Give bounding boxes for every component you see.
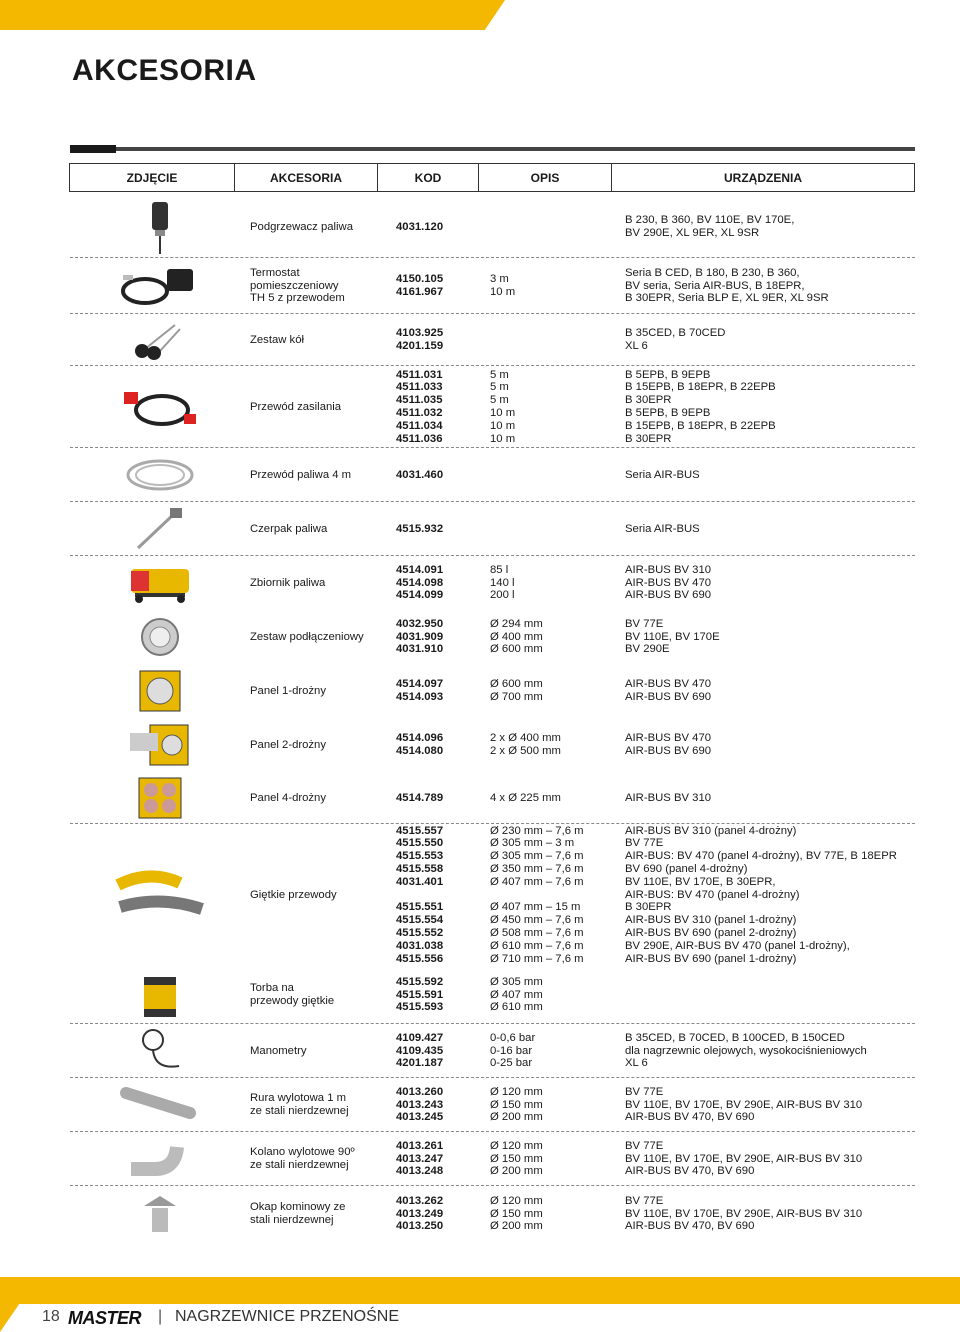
page-number: 18 — [42, 1308, 60, 1325]
accessory-code: 4515.557 4515.550 4515.553 4515.558 4031.401 4515.551 4515.554 4515.552 4031.038 4515.556 — [396, 824, 444, 965]
accessory-code: 4013.261 4013.247 4013.248 — [396, 1139, 444, 1178]
accessory-code: 4514.096 4514.080 — [396, 732, 444, 757]
compatible-devices: AIR-BUS BV 470 AIR-BUS BV 690 — [625, 732, 712, 757]
compatible-devices: AIR-BUS BV 310 — [625, 791, 712, 804]
compatible-devices: AIR-BUS BV 310 (panel 4-drożny) BV 77E AIR-BUS: BV 470 (panel 4-drożny), BV 77E, B 18EPR BV 690 (panel 4-drożny) BV 110E, BV 170E, B 30EPR, AIR-BUS: BV 470 (panel 4-drożny) B 30EPR AIR-BUS BV 310 (panel 1-drożny) AIR-BUS BV 690 (panel 2-drożny) BV 290E, AIR-BUS BV 470 (panel 1-drożny), AIR-BUS BV 690 (panel 1-drożny) — [625, 824, 897, 965]
manometer-icon — [110, 1024, 210, 1078]
accessory-description: Ø 120 mm Ø 150 mm Ø 200 mm — [490, 1085, 543, 1124]
table-row — [70, 502, 915, 556]
table-row — [70, 966, 915, 1024]
accessory-description: 4 x Ø 225 mm — [490, 791, 561, 804]
table-row — [70, 772, 915, 824]
compatible-devices: AIR-BUS BV 470 AIR-BUS BV 690 — [625, 678, 712, 703]
power-cable-icon — [110, 366, 210, 448]
footer-separator: | — [158, 1308, 163, 1325]
accessory-name: Panel 1-drożny — [250, 684, 326, 697]
accessory-name: Panel 4-drożny — [250, 791, 326, 804]
accessory-description — [490, 502, 615, 556]
accessory-code: 4032.950 4031.909 4031.910 — [396, 617, 444, 656]
accessory-code: 4109.427 4109.435 4201.187 — [396, 1031, 444, 1070]
panel-2-icon — [110, 718, 210, 772]
accessory-name: Zestaw podłączeniowy — [250, 630, 364, 643]
accessory-code: 4013.262 4013.249 4013.250 — [396, 1194, 444, 1233]
accessory-code: 4150.105 4161.967 — [396, 273, 444, 298]
accessory-code: 4013.260 4013.243 4013.245 — [396, 1085, 444, 1124]
accessory-name: Rura wylotowa 1 m ze stali nierdzewnej — [250, 1092, 349, 1117]
footer-white-strip — [0, 1304, 960, 1332]
accessory-name: Manometry — [250, 1044, 307, 1057]
compatible-devices: B 230, B 360, BV 110E, BV 170E, BV 290E, XL 9ER, XL 9SR — [625, 214, 795, 239]
accessory-name: Zestaw kół — [250, 333, 304, 346]
accessory-description: Ø 294 mm Ø 400 mm Ø 600 mm — [490, 617, 543, 656]
accessory-description — [490, 314, 615, 366]
accessory-name: Kolano wylotowe 90º ze stali nierdzewnej — [250, 1146, 355, 1171]
header-devices: URZĄDZENIA — [724, 170, 802, 185]
table-row — [70, 1186, 915, 1242]
accessory-name: Torba na przewody giętkie — [250, 982, 335, 1007]
fuel-heater-icon — [110, 196, 210, 258]
footer-subtitle: NAGRZEWNICE PRZENOŚNE — [175, 1308, 400, 1325]
accessory-name: Czerpak paliwa — [250, 522, 328, 535]
table-row — [70, 610, 915, 664]
accessory-code: 4031.460 — [396, 468, 444, 481]
table-row — [70, 664, 915, 718]
exhaust-pipe-icon — [110, 1078, 210, 1132]
compatible-devices: Seria AIR-BUS — [625, 468, 700, 481]
accessory-code: 4103.925 4201.159 — [396, 327, 444, 352]
compatible-devices — [625, 966, 915, 1024]
compatible-devices: B 35CED, B 70CED XL 6 — [625, 327, 726, 352]
fuel-hose-icon — [110, 448, 210, 502]
accessory-code: 4514.091 4514.098 4514.099 — [396, 563, 444, 602]
accessory-code: 4031.120 — [396, 220, 444, 233]
accessory-name: Panel 2-drożny — [250, 738, 326, 751]
header-accessory: AKCESORIA — [235, 164, 378, 191]
accessory-name: Przewód zasilania — [250, 400, 342, 413]
flexible-ducts-icon — [110, 824, 210, 966]
chimney-cap-icon — [110, 1186, 210, 1242]
accessory-name: Okap kominowy ze stali nierdzewnej — [250, 1201, 346, 1226]
header-photo: ZDJĘCIE — [70, 164, 235, 191]
table-header — [69, 163, 915, 192]
compatible-devices: AIR-BUS BV 310 AIR-BUS BV 470 AIR-BUS BV 690 — [625, 563, 712, 602]
header-description: OPIS — [479, 164, 612, 191]
compatible-devices: B 35CED, B 70CED, B 100CED, B 150CED dla nagrzewnic olejowych, wysokociśnieniowych XL 6 — [625, 1031, 867, 1070]
accessory-code: 4514.789 — [396, 791, 444, 804]
accessory-description: Ø 600 mm Ø 700 mm — [490, 678, 543, 703]
accessory-code: 4515.932 — [396, 522, 444, 535]
accessory-description: 5 m 5 m 5 m 10 m 10 m 10 m — [490, 368, 516, 445]
table-row — [70, 366, 915, 448]
top-accent-stripe — [0, 0, 505, 30]
table-row — [70, 824, 915, 966]
panel-1-icon — [110, 664, 210, 718]
accessory-description: 85 l 140 l 200 l — [490, 563, 515, 602]
header-code: KOD — [378, 164, 479, 191]
table-row — [70, 314, 915, 366]
accessory-name: Termostat pomieszczeniowy TH 5 z przewodem — [250, 266, 345, 305]
compatible-devices: Seria AIR-BUS — [625, 522, 700, 535]
table-row — [70, 448, 915, 502]
connector-icon — [110, 610, 210, 664]
table-row — [70, 1132, 915, 1186]
title-divider — [70, 147, 915, 151]
accessory-name: Podgrzewacz paliwa — [250, 220, 353, 233]
page-title: AKCESORIA — [72, 54, 257, 87]
wheel-kit-icon — [110, 314, 210, 366]
elbow-icon — [110, 1132, 210, 1186]
fuel-scoop-icon — [110, 502, 210, 556]
accessory-description: Ø 230 mm – 7,6 m Ø 305 mm – 3 m Ø 305 mm – 7,6 m Ø 350 mm – 7,6 m Ø 407 mm – 7,6 m Ø 407 mm – 15 m Ø 450 mm – 7,6 m Ø 508 mm – 7,6 m Ø 610 mm – 7,6 m Ø 710 mm – 7,6 m — [490, 824, 584, 965]
compatible-devices: B 5EPB, B 9EPB B 15EPB, B 18EPR, B 22EPB B 30EPR B 5EPB, B 9EPB B 15EPB, B 18EPR, B 22EPB B 30EPR — [625, 368, 776, 445]
table-row — [70, 1078, 915, 1132]
panel-4-icon — [110, 772, 210, 824]
accessory-description — [490, 448, 615, 502]
accessory-description — [490, 196, 615, 258]
accessory-name: Giętkie przewody — [250, 888, 337, 901]
accessory-code: 4515.592 4515.591 4515.593 — [396, 975, 444, 1014]
accessory-description: 2 x Ø 400 mm 2 x Ø 500 mm — [490, 732, 561, 757]
compatible-devices: BV 77E BV 110E, BV 170E, BV 290E, AIR-BUS BV 310 AIR-BUS BV 470, BV 690 — [625, 1139, 863, 1178]
accessory-name: Zbiornik paliwa — [250, 576, 326, 589]
accessory-description: Ø 120 mm Ø 150 mm Ø 200 mm — [490, 1139, 543, 1178]
accessory-description: 0-0,6 bar 0-16 bar 0-25 bar — [490, 1031, 536, 1070]
table-row — [70, 258, 915, 314]
accessory-description: 3 m 10 m — [490, 273, 516, 298]
thermostat-icon — [110, 258, 210, 314]
accessory-description: Ø 305 mm Ø 407 mm Ø 610 mm — [490, 975, 543, 1014]
accessory-code: 4514.097 4514.093 — [396, 678, 444, 703]
table-row — [70, 1024, 915, 1078]
fuel-tank-icon — [110, 556, 210, 610]
compatible-devices: BV 77E BV 110E, BV 170E, BV 290E, AIR-BUS BV 310 AIR-BUS BV 470, BV 690 — [625, 1085, 863, 1124]
accessory-name: Przewód paliwa 4 m — [250, 468, 352, 481]
table-row — [70, 718, 915, 772]
accessory-description: Ø 120 mm Ø 150 mm Ø 200 mm — [490, 1194, 543, 1233]
table-row — [70, 196, 915, 258]
brand-logo: MASTER — [68, 1308, 141, 1328]
duct-bag-icon — [110, 966, 210, 1024]
accessory-code: 4511.031 4511.033 4511.035 4511.032 4511.034 4511.036 — [396, 368, 443, 445]
table-row — [70, 556, 915, 610]
compatible-devices: BV 77E BV 110E, BV 170E BV 290E — [625, 617, 720, 656]
compatible-devices: BV 77E BV 110E, BV 170E, BV 290E, AIR-BUS BV 310 AIR-BUS BV 470, BV 690 — [625, 1194, 863, 1233]
compatible-devices: Seria B CED, B 180, B 230, B 360, BV seria, Seria AIR-BUS, B 18EPR, B 30EPR, Seria BLP E, XL 9ER, XL 9SR — [625, 266, 829, 305]
